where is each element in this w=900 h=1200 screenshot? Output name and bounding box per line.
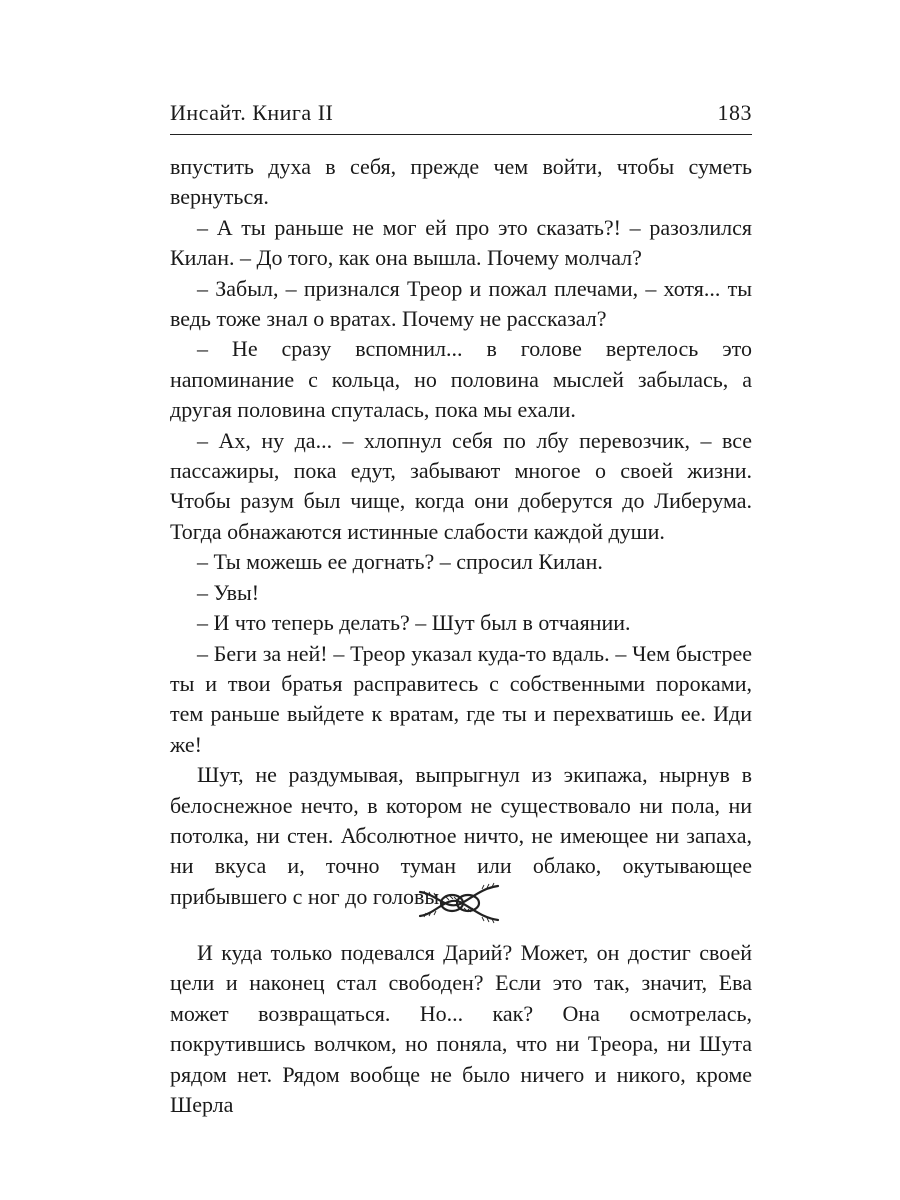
paragraph: – Ты можешь ее догнать? – спросил Килан. bbox=[197, 549, 603, 575]
book-title: Инсайт. Книга II bbox=[170, 100, 334, 125]
text-block-section bbox=[170, 938, 752, 1120]
paragraph: – Увы! bbox=[197, 579, 260, 605]
running-header bbox=[170, 96, 752, 135]
paragraph: – А ты раньше не мог ей про это сказать?! – разозлился Килан. – До того, как она вышла. Почему молчал? bbox=[170, 214, 752, 271]
paragraph: И куда только подевался Дарий? Может, он достиг своей цели и наконец стал свободен? Если это так, значит, Ева может возвращаться. Но... как? Она осмотрелась, покрутившись волчком, но поняла, что ни Треора, ни Шута рядом нет. Рядом вообще не было ничего и никого, кроме Шерла bbox=[170, 940, 752, 1118]
paragraph: – Ах, ну да... – хлопнул себя по лбу перевозчик, – все пассажиры, пока едут, забывают многое о своей жизни. Чтобы разум был чище, когда они доберутся до Либерума. Тогда обнажаются истинные слабости каждой души. bbox=[170, 427, 752, 544]
paragraph: – И что теперь делать? – Шут был в отчаянии. bbox=[197, 610, 631, 636]
paragraph: впустить духа в себя, прежде чем войти, чтобы суметь вернуться. bbox=[170, 154, 752, 210]
paragraph: – Забыл, – признался Треор и пожал плечами, – хотя... ты ведь тоже знал о вратах. Почему не рассказал? bbox=[170, 275, 752, 332]
rope-knot-icon bbox=[416, 880, 502, 926]
text-block-main bbox=[170, 152, 752, 912]
paragraph: Шут, не раздумывая, выпрыгнул из экипажа, нырнув в белоснежное нечто, в котором не существовало ни пола, ни потолка, ни стен. Абсолютное ничто, не имеющее ни запаха, ни вкуса и, точно туман или облако, окутывающее прибывшего с ног до головы. bbox=[170, 762, 752, 909]
page-number: 183 bbox=[717, 100, 752, 125]
paragraph: – Не сразу вспомнил... в голове вертелось это напоминание с кольца, но половина мыслей забылась, а другая половина спуталась, пока мы ехали. bbox=[170, 336, 752, 423]
paragraph: – Беги за ней! – Треор указал куда-то вдаль. – Чем быстрее ты и твои братья расправитесь с собственными пороками, тем раньше выйдете к вратам, где ты и перехватишь ее. Иди же! bbox=[170, 640, 752, 757]
